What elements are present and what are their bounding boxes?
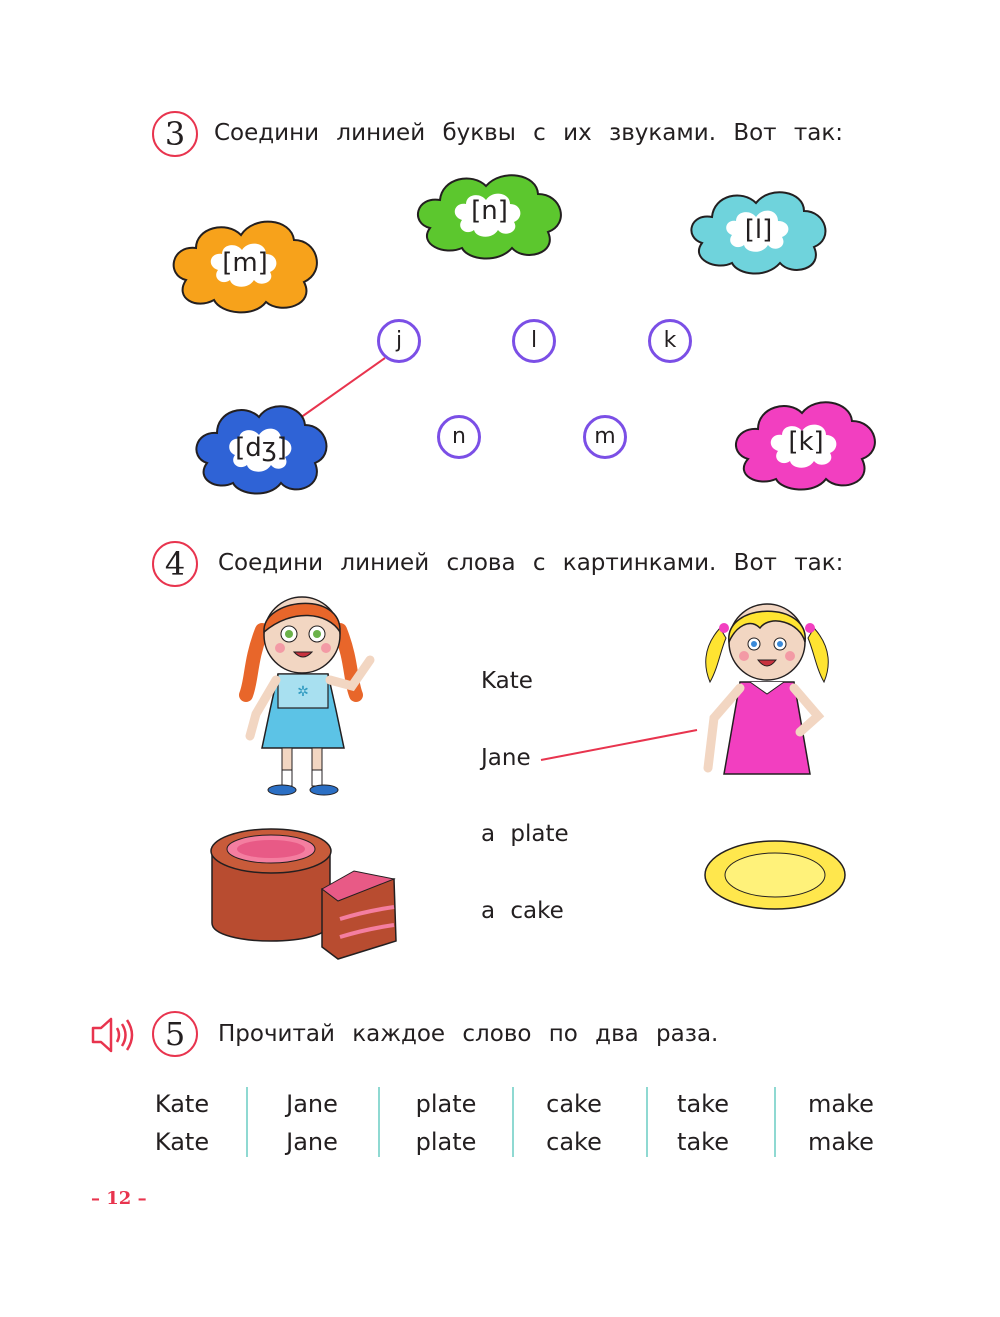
letter-circle-k[interactable]: k xyxy=(648,319,692,363)
task-4-number: 4 xyxy=(152,541,198,587)
plate-picture[interactable] xyxy=(703,838,847,912)
cloud-label: [m] xyxy=(222,248,268,278)
letter-circle-l[interactable]: l xyxy=(512,319,556,363)
page-number: – 12 – xyxy=(91,1188,147,1209)
cloud-k[interactable] xyxy=(730,393,882,493)
word-kate[interactable]: Kate xyxy=(481,668,533,694)
reading-word: Kate xyxy=(154,1128,210,1156)
girl-red-hair-picture[interactable] xyxy=(232,590,378,802)
reading-word: take xyxy=(677,1128,729,1156)
reading-word: Kate xyxy=(154,1090,210,1118)
task-3-instruction: Соедини линией буквы с их звуками. Вот так: xyxy=(214,120,844,146)
reading-word: Jane xyxy=(286,1128,338,1156)
task-5-number: 5 xyxy=(152,1011,198,1057)
cloud-m[interactable] xyxy=(166,210,324,314)
reading-word: make xyxy=(808,1128,874,1156)
girl-blond-hair-picture[interactable] xyxy=(700,598,834,780)
reading-word: cake xyxy=(546,1090,602,1118)
word-a-plate[interactable]: a plate xyxy=(481,821,569,847)
cloud-l[interactable] xyxy=(686,185,831,275)
reading-word: take xyxy=(677,1090,729,1118)
example-line-words xyxy=(541,730,697,760)
reading-word: plate xyxy=(415,1090,477,1118)
cloud-label: [dʒ] xyxy=(235,433,287,463)
task-5-instruction: Прочитай каждое слово по два раза. xyxy=(218,1021,719,1047)
cloud-dzh[interactable] xyxy=(191,397,331,497)
reading-word: plate xyxy=(415,1128,477,1156)
letter-circle-n[interactable]: n xyxy=(437,415,481,459)
cloud-label: [k] xyxy=(788,427,824,457)
cloud-label: [n] xyxy=(471,196,508,226)
cloud-label: [l] xyxy=(744,215,773,245)
column-divider xyxy=(512,1087,514,1157)
column-divider xyxy=(246,1087,248,1157)
speaker-icon[interactable] xyxy=(89,1015,135,1055)
letter-circle-m[interactable]: m xyxy=(583,415,627,459)
reading-word: cake xyxy=(546,1128,602,1156)
word-jane[interactable]: Jane xyxy=(481,745,531,771)
column-divider xyxy=(378,1087,380,1157)
word-a-cake[interactable]: a cake xyxy=(481,898,564,924)
cloud-n[interactable] xyxy=(412,168,567,260)
reading-word: Jane xyxy=(286,1090,338,1118)
svg-text:✲: ✲ xyxy=(297,684,309,700)
column-divider xyxy=(774,1087,776,1157)
task-3-number: 3 xyxy=(152,111,198,157)
cake-picture[interactable] xyxy=(206,823,398,961)
letter-circle-j[interactable]: j xyxy=(377,319,421,363)
reading-word: make xyxy=(808,1090,874,1118)
task-4-instruction: Соедини линией слова с картинками. Вот так: xyxy=(218,550,844,576)
